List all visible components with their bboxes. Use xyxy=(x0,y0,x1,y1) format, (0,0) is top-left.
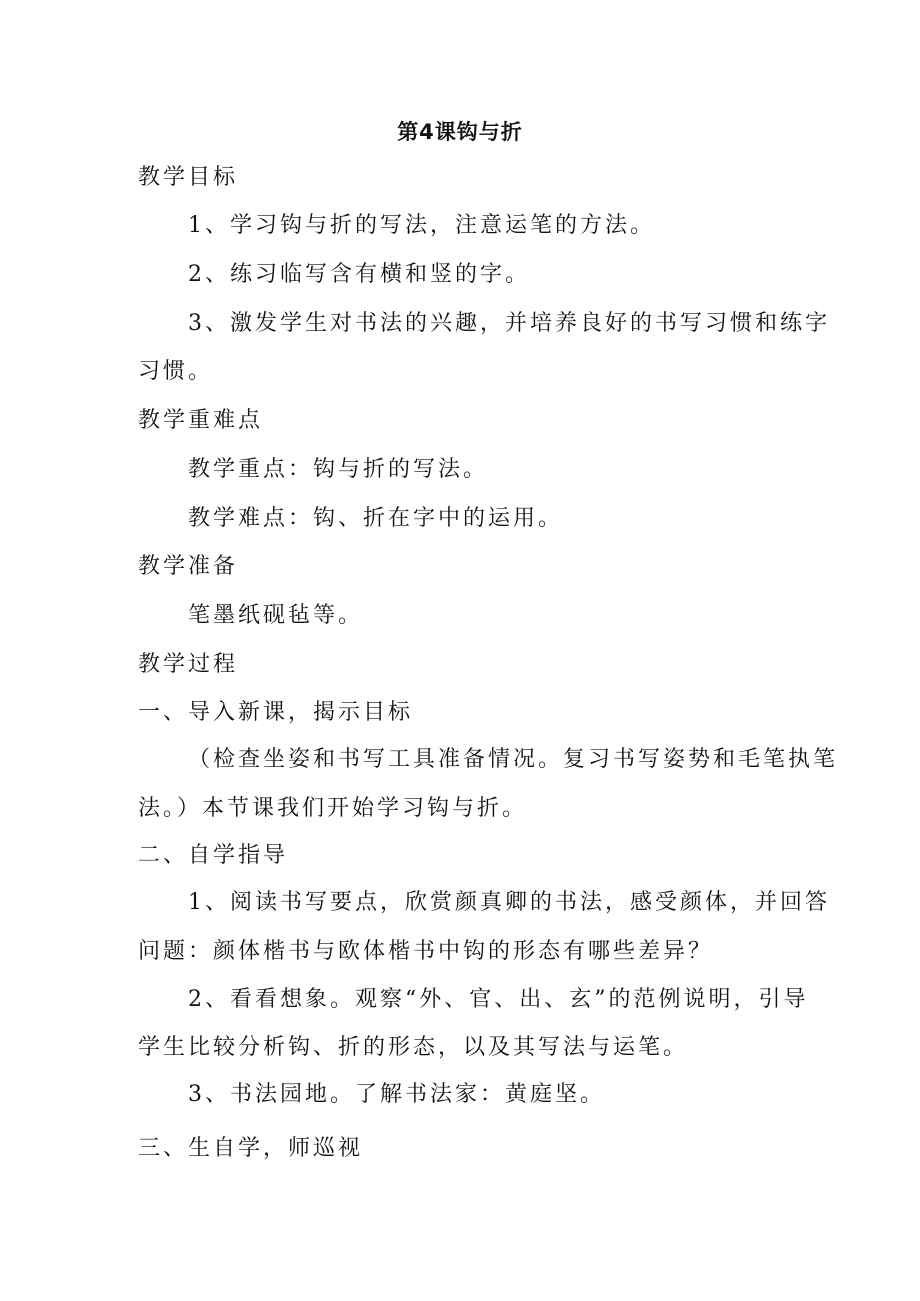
key-points-heading: 教学重难点 xyxy=(138,408,264,433)
objective-item-1: 1、学习钩与折的写法，注意运笔的方法。 xyxy=(188,213,655,238)
key-point-focus: 教学重点：钩与折的写法。 xyxy=(188,457,489,482)
step-1-text-line-2: 法。）本节课我们开始学习钩与折。 xyxy=(138,796,528,821)
step-2-item-2-line-1: 2、看看想象。观察“外、官、出、玄”的范例说明，引导 xyxy=(188,987,809,1012)
step-2-item-1-line-2: 问题：颜体楷书与欧体楷书中钩的形态有哪些差异？ xyxy=(138,939,714,964)
objectives-heading: 教学目标 xyxy=(138,165,239,190)
objective-item-3-line-2: 习惯。 xyxy=(138,359,214,384)
step-1-text-line-1: （检查坐姿和书写工具准备情况。复习书写姿势和毛笔执笔 xyxy=(188,747,839,772)
step-2-item-2-line-2: 学生比较分析钩、折的形态，以及其写法与运笔。 xyxy=(138,1035,689,1060)
preparation-materials: 笔墨纸砚毡等。 xyxy=(188,603,364,628)
process-heading: 教学过程 xyxy=(138,652,239,677)
step-1-heading: 一、导入新课，揭示目标 xyxy=(138,700,414,725)
objective-item-3-line-1: 3、激发学生对书法的兴趣，并培养良好的书写习惯和练字 xyxy=(188,311,830,336)
step-2-item-3: 3、书法园地。了解书法家：黄庭坚。 xyxy=(188,1082,605,1107)
preparation-heading: 教学准备 xyxy=(138,554,239,579)
step-2-heading: 二、自学指导 xyxy=(138,843,289,868)
step-3-heading: 三、生自学，师巡视 xyxy=(138,1136,364,1161)
lesson-title: 第4课钩与折 xyxy=(397,120,523,144)
objective-item-2: 2、练习临写含有横和竖的字。 xyxy=(188,262,530,287)
key-point-difficulty: 教学难点：钩、折在字中的运用。 xyxy=(188,506,564,531)
step-2-item-1-line-1: 1、阅读书写要点，欣赏颜真卿的书法，感受颜体，并回答 xyxy=(188,890,830,915)
